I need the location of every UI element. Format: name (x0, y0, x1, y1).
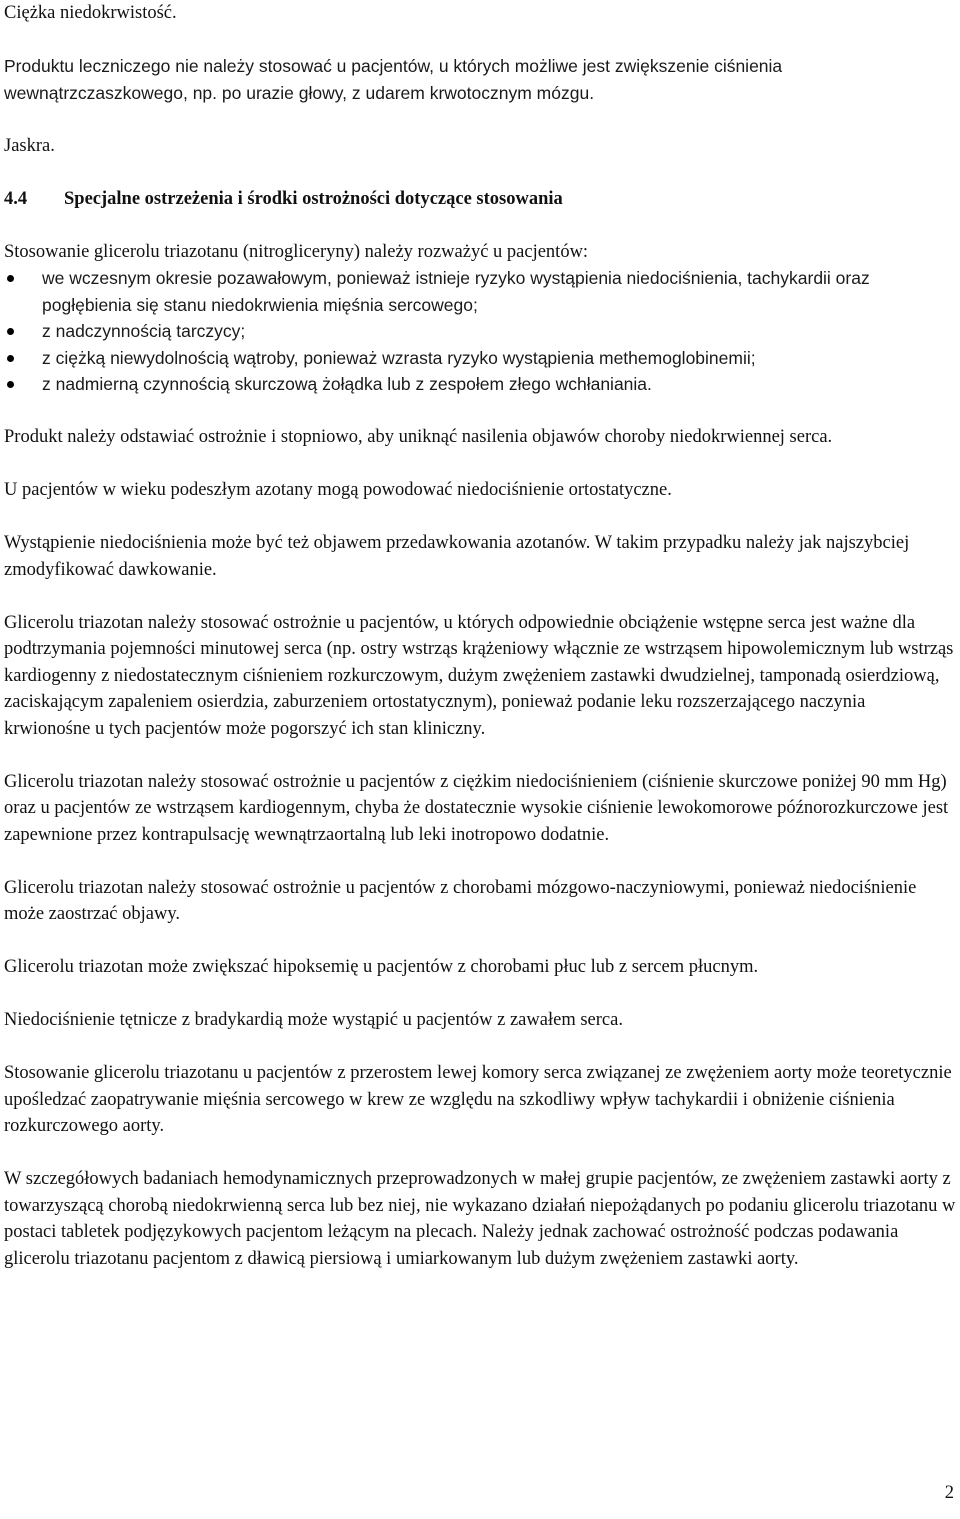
paragraph: Glicerolu triazotan należy stosować ostrożnie u pacjentów z ciężkim niedociśnieniem (ciśnienie skurczowe poniżej 90 mm Hg) oraz u pacjentów ze wstrząsem kardiogennym, chyba że dostatecznie wysokie ciśnienie lewokomorowe późnorozkurczowe jest zapewnione przez kontrapulsację wewnątrzaortalną lub leki inotropowo dodatnie. (4, 771, 949, 845)
list-item (4, 318, 956, 345)
section-heading (4, 186, 956, 213)
bullet-icon (7, 328, 14, 335)
paragraph: Glicerolu triazotan należy stosować ostrożnie u pacjentów, u których odpowiednie obciążenie wstępne serca jest ważne dla podtrzymania pojemności minutowej serca (np. ostry wstrząs krążeniowy włącznie ze wstrząsem hipowolemicznym lub wstrząs kardiogenny z niedostatecznym ciśnieniem rozkurczowym, dużym zwężeniem zastawki dwudzielnej, tamponadą osierdziową, zaciskającym zapaleniem osierdzia, zaburzeniem ortostatycznym), ponieważ podanie leku rozszerzającego naczynia krwionośne u tych pacjentów może pogorszyć ich stan kliniczny. (4, 612, 954, 739)
bullet-icon (7, 381, 14, 388)
paragraph: Stosowanie glicerolu triazotanu u pacjentów z przerostem lewej komory serca związanej ze zwężeniem aorty może teoretycznie upośledzać zaopatrywanie mięśnia sercowego w krew ze względu na szkodliwy wpływ tachykardii i obniżenie ciśnienia rozkurczowego aorty. (4, 1063, 952, 1136)
paragraph: Niedociśnienie tętnicze z bradykardią może wystąpić u pacjentów z zawałem serca. (4, 1010, 623, 1030)
bullet-list (4, 265, 956, 398)
bullet-icon (7, 275, 14, 282)
text-line-ciezka-niedokrwistosc: Ciężka niedokrwistość. (4, 3, 177, 23)
list-item (4, 345, 956, 372)
list-item (4, 371, 956, 398)
paragraph: W szczegółowych badaniach hemodynamicznych przeprowadzonych w małej grupie pacjentów, ze zwężeniem zastawki aorty z towarzyszącą chorobą niedokrwienną serca lub bez niej, nie wykazano działań niepożądanych po podaniu glicerolu triazotanu w postaci tabletek podjęzykowych pacjentom leżącym na plecach. Należy jednak zachować ostrożność podczas podawania glicerolu triazotanu pacjentom z dławicą piersiową i umiarkowanym lub dużym zwężeniem zastawki aorty. (4, 1169, 956, 1269)
paragraph-contraindication-intracranial: Produktu leczniczego nie należy stosować u pacjentów, u których możliwe jest zwiększenie ciśnienia wewnątrzczaszkowego, np. po urazie głowy, z udarem krwotocznym mózgu. (4, 56, 783, 103)
section-title: Specjalne ostrzeżenia i środki ostrożności dotyczące stosowania (64, 188, 563, 209)
text-line-jaskra: Jaskra. (4, 135, 55, 156)
document-page (4, 0, 956, 1299)
paragraph: Glicerolu triazotan może zwiększać hipoksemię u pacjentów z chorobami płuc lub z sercem płucnym. (4, 957, 759, 977)
list-item-text: z nadmierną czynnością skurczową żołądka lub z zespołem złego wchłaniania. (42, 374, 652, 394)
paragraph: Glicerolu triazotan należy stosować ostrożnie u pacjentów z chorobami mózgowo-naczyniowymi, ponieważ niedociśnienie może zaostrzać objawy. (4, 877, 917, 924)
paragraph: U pacjentów w wieku podeszłym azotany mogą powodować niedociśnienie ortostatyczne. (4, 480, 672, 500)
page-number: 2 (944, 1483, 954, 1503)
list-item (4, 265, 956, 318)
list-item-text: z ciężką niewydolnością wątroby, ponieważ wzrasta ryzyko wystąpienia methemoglobinemii; (42, 347, 756, 368)
paragraph: Wystąpienie niedociśnienia może być też objawem przedawkowania azotanów. W takim przypadku należy jak najszybciej zmodyfikować dawkowanie. (4, 533, 910, 580)
bullets-intro: Stosowanie glicerolu triazotanu (nitrogliceryny) należy rozważyć u pacjentów: (4, 241, 589, 262)
paragraph: Produkt należy odstawiać ostrożnie i stopniowo, aby uniknąć nasilenia objawów choroby niedokrwiennej serca. (4, 427, 833, 447)
section-number: 4.4 (4, 188, 28, 209)
list-item-text: z nadczynnością tarczycy; (42, 321, 246, 341)
list-item-text: we wczesnym okresie pozawałowym, ponieważ istnieje ryzyko wystąpienia niedociśnienia, tachykardii oraz pogłębienia się stanu niedokrwienia mięśnia sercowego; (42, 268, 870, 315)
bullet-icon (7, 355, 14, 362)
